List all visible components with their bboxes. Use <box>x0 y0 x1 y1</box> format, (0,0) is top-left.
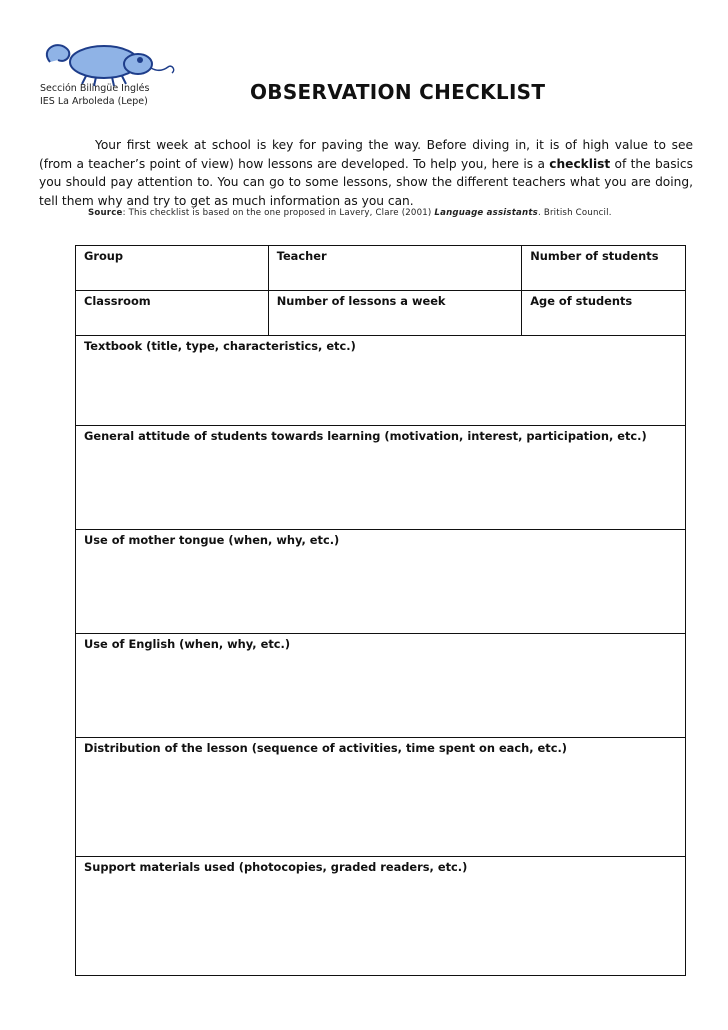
logo-line-2: IES La Arboleda (Lepe) <box>40 96 148 107</box>
textbook-field[interactable]: Textbook (title, type, characteristics, etc.) <box>76 336 686 426</box>
logo-caption <box>40 82 149 108</box>
intro-text-2: of the basics you should pay attention to. You can go to some lessons, show the different teachers what you are doing, tell them why and try to get as much information as you can. <box>39 156 693 208</box>
source-book: Language assistants <box>434 208 538 218</box>
mother-tongue-field[interactable]: Use of mother tongue (when, why, etc.) <box>76 530 686 634</box>
attitude-field[interactable]: General attitude of students towards learning (motivation, interest, participation, etc.) <box>76 426 686 530</box>
source-publisher: . British Council. <box>537 208 612 218</box>
table-row <box>76 246 686 291</box>
table-row <box>76 336 686 426</box>
classroom-field[interactable]: Classroom <box>76 291 269 336</box>
lessons-per-week-field[interactable]: Number of lessons a week <box>268 291 522 336</box>
table-row <box>76 634 686 738</box>
table-row <box>76 291 686 336</box>
source-note <box>88 208 612 218</box>
table-row <box>76 857 686 976</box>
intro-paragraph <box>39 136 693 210</box>
use-of-english-field[interactable]: Use of English (when, why, etc.) <box>76 634 686 738</box>
intro-text-1: Your first week at school is key for paving the way. Before diving in, it is of high value to see (from a teacher’s point of view) how lessons are developed. To help you, here is a <box>39 138 693 171</box>
logo-line-1: Sección Bilingüe Inglés <box>40 83 150 94</box>
group-field[interactable]: Group <box>76 246 269 291</box>
support-materials-field[interactable]: Support materials used (photocopies, graded readers, etc.) <box>76 857 686 976</box>
table-row <box>76 530 686 634</box>
table-row <box>76 426 686 530</box>
source-text: : This checklist is based on the one proposed in Lavery, Clare (2001) <box>122 208 435 218</box>
table-row <box>76 738 686 857</box>
intro-bold-word: checklist <box>549 156 611 171</box>
age-of-students-field[interactable]: Age of students <box>522 291 686 336</box>
teacher-field[interactable]: Teacher <box>268 246 522 291</box>
observation-table <box>75 245 686 976</box>
source-label: Source <box>88 208 123 218</box>
number-of-students-field[interactable]: Number of students <box>522 246 686 291</box>
page-title: OBSERVATION CHECKLIST <box>250 80 546 104</box>
lesson-distribution-field[interactable]: Distribution of the lesson (sequence of activities, time spent on each, etc.) <box>76 738 686 857</box>
